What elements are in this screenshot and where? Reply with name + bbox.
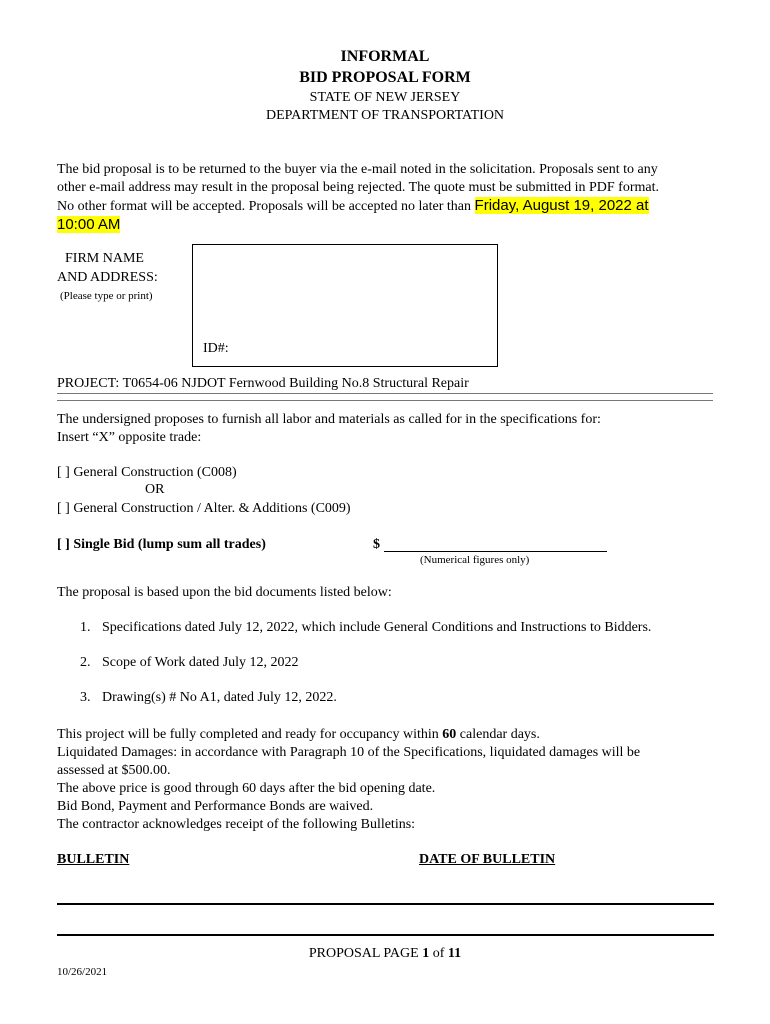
completion-post: calendar days.: [456, 727, 540, 742]
intro-line4: [57, 216, 717, 235]
dollar-sign: $: [373, 537, 380, 552]
price-good-line: The above price is good through 60 days after the bid opening date.: [57, 781, 436, 796]
intro-line2: other e-mail address may result in the proposal being rejected. The quote must be submitted in PDF format.: [57, 180, 659, 195]
firm-label-line2: AND ADDRESS:: [57, 270, 158, 285]
firm-hint: (Please type or print): [60, 290, 153, 302]
trade-option-c008[interactable]: [ ] General Construction (C008): [57, 465, 237, 480]
bid-amount-field[interactable]: [384, 551, 607, 552]
deadline-highlight-1: Friday, August 19, 2022 at: [474, 197, 649, 214]
page-label: PROPOSAL PAGE: [308, 946, 423, 961]
firm-label-line1: FIRM NAME: [65, 251, 144, 266]
project-line: PROJECT: T0654-06 NJDOT Fernwood Building No.8 Structural Repair: [57, 376, 469, 391]
department-name: DEPARTMENT OF TRANSPORTATION: [265, 108, 505, 123]
double-divider: [57, 393, 713, 401]
bulletin-column-header: BULLETIN: [57, 852, 130, 867]
document-item-3-num: 3.: [80, 690, 91, 705]
completion-pre: This project will be fully completed and ready for occupancy within: [57, 727, 443, 742]
bulletins-ack-line: The contractor acknowledges receipt of the following Bulletins:: [57, 817, 416, 832]
form-title-line2: BID PROPOSAL FORM: [299, 69, 471, 86]
trade-option-c009[interactable]: [ ] General Construction / Alter. & Additions (C009): [57, 501, 351, 516]
completion-terms: [57, 726, 717, 744]
document-item-3: Drawing(s) # No A1, dated July 12, 2022.: [102, 690, 337, 705]
trades-intro-line2: Insert “X” opposite trade:: [57, 430, 202, 445]
intro-line3-text: No other format will be accepted. Proposals will be accepted no later than: [57, 199, 475, 214]
numerical-hint: (Numerical figures only): [420, 554, 530, 566]
damages-line2: assessed at $500.00.: [57, 763, 171, 778]
document-item-1-num: 1.: [80, 620, 91, 635]
damages-line1: Liquidated Damages: in accordance with Paragraph 10 of the Specifications, liquidated damages will be: [57, 745, 641, 760]
document-item-2-num: 2.: [80, 655, 91, 670]
document-item-2: Scope of Work dated July 12, 2022: [102, 655, 299, 670]
firm-id-label: ID#:: [203, 341, 229, 356]
firm-address-box[interactable]: [192, 244, 498, 367]
state-name: STATE OF NEW JERSEY: [309, 90, 461, 105]
page-total: 11: [447, 946, 462, 961]
completion-days: 60: [442, 727, 457, 742]
form-title-line1: INFORMAL: [340, 48, 430, 65]
document-item-1: Specifications dated July 12, 2022, which include General Conditions and Instructions to Bidders.: [102, 620, 652, 635]
trade-or: OR: [145, 482, 165, 497]
bulletin-date-column-header: DATE OF BULLETIN: [419, 852, 556, 867]
trades-intro-line1: The undersigned proposes to furnish all labor and materials as called for in the specifications for:: [57, 412, 601, 427]
single-bid-option[interactable]: [ ] Single Bid (lump sum all trades): [57, 537, 266, 552]
page-of: of: [429, 946, 448, 961]
page-current: 1: [422, 946, 430, 961]
deadline-highlight-2: 10:00 AM: [57, 216, 121, 233]
revision-date: 10/26/2021: [57, 966, 108, 978]
intro-line1: The bid proposal is to be returned to the buyer via the e-mail noted in the solicitation. Proposals sent to any: [57, 162, 658, 177]
page-number: [0, 946, 770, 962]
intro-line3: [57, 197, 717, 216]
bonds-line: Bid Bond, Payment and Performance Bonds are waived.: [57, 799, 374, 814]
documents-intro: The proposal is based upon the bid documents listed below:: [57, 585, 392, 600]
bulletin-entry-line[interactable]: [57, 903, 714, 905]
footer-divider: [57, 934, 714, 936]
